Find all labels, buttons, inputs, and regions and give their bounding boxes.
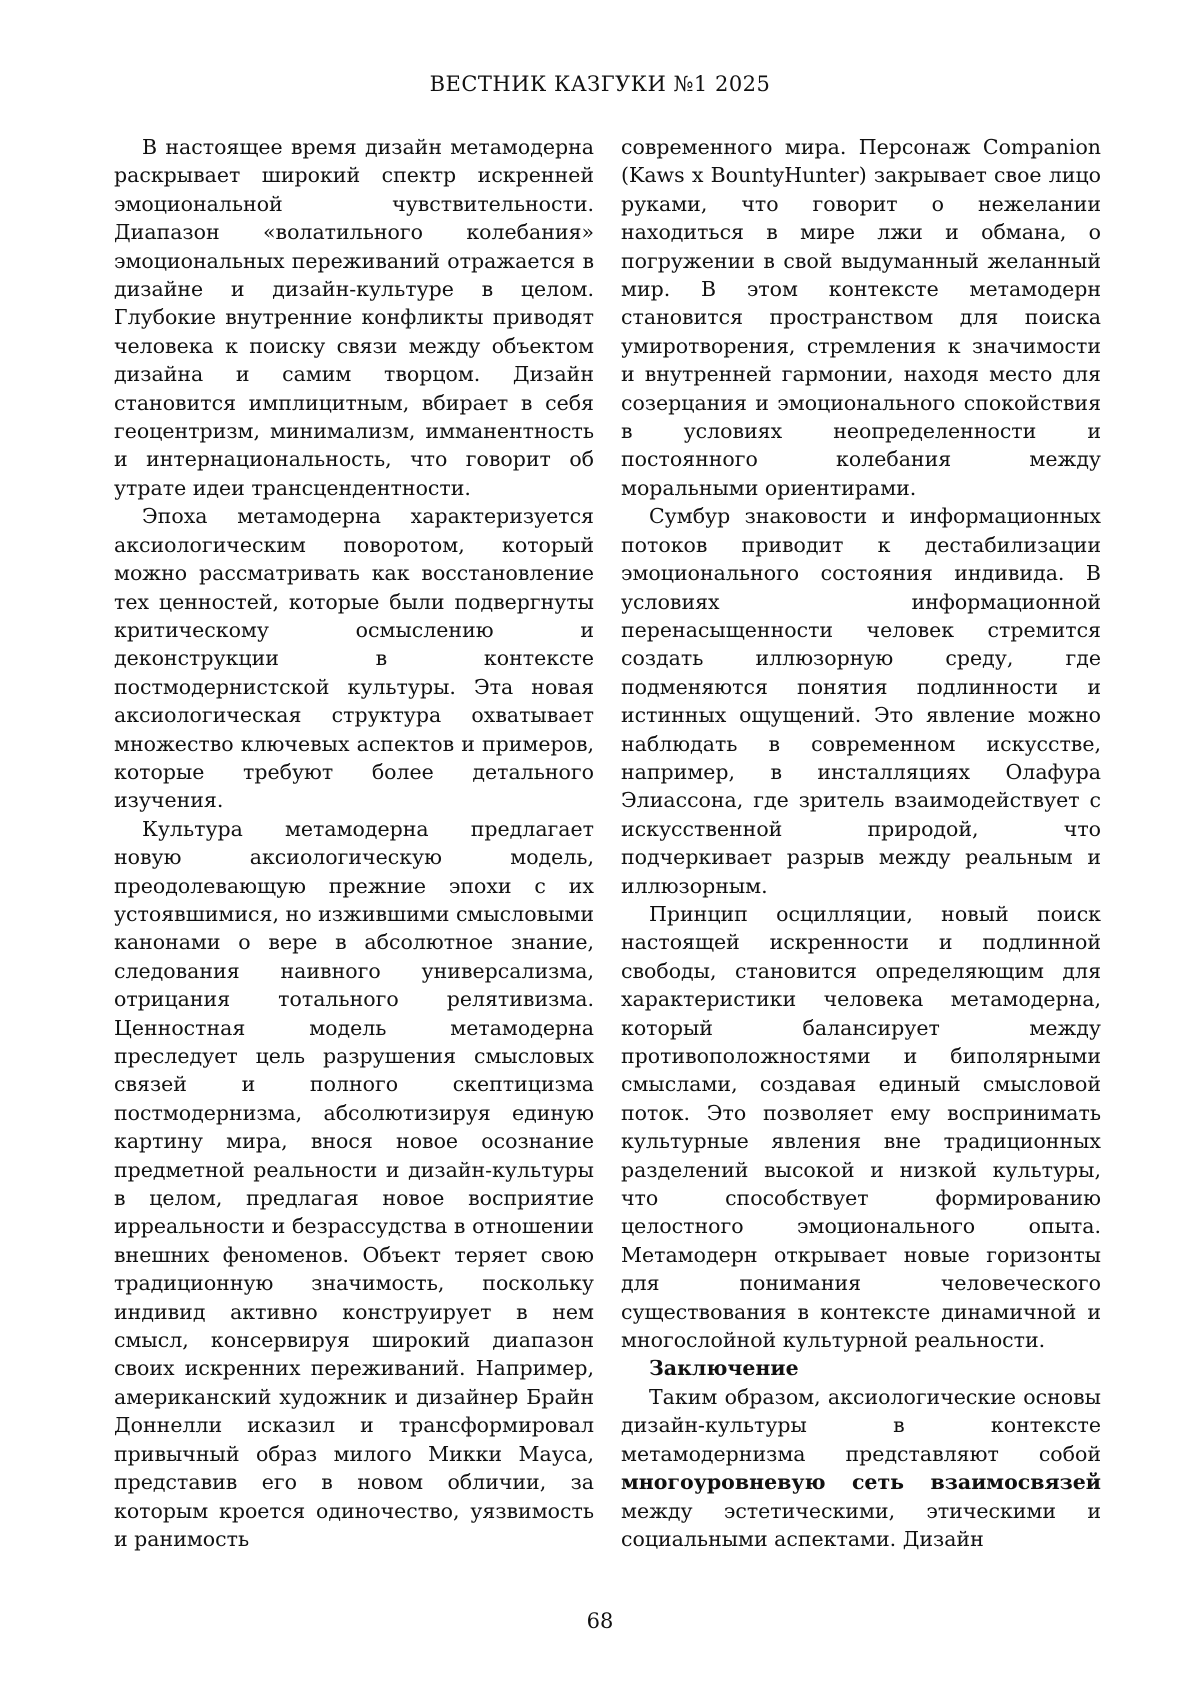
bold-phrase: многоуровневую сеть взаимосвязей (621, 1470, 1101, 1495)
paragraph: В настоящее время дизайн метамодерна раскрывает широкий спектр искренней эмоциональной чувствительности. Диапазон «волатильного колебания» эмоциональных переживаний отражается в дизайне и дизайн-культуре в целом. Глубокие внутренние конфликты приводят человека к поиску связи между объектом дизайна и самим творцом. Дизайн становится имплицитным, вбирает в себя геоцентризм, минимализм, имманентность и интернациональность, что говорит об утрате идеи трансцендентности. (114, 135, 594, 500)
paragraph (621, 1383, 1101, 1553)
paragraph: Культура метамодерна предлагает новую аксиологическую модель, преодолевающую прежние эпохи с их устоявшимися, но изжившими смысловыми канонами о вере в абсолютное знание, следования наивного универсализма, отрицания тотального релятивизма. Ценностная модель метамодерна преследует цель разрушения смысловых связей и полного скептицизма постмодернизма, абсолютизируя единую картину мира, внося новое осознание предметной реальности и дизайн-культуры в целом, предлагая новое восприятие ирреальности и безрассудства в отношении внешних феноменов. Объект теряет свою традиционную значимость, поскольку индивид активно конструирует в нем смысл, консервируя широкий диапазон своих искренних переживаний. Например, американский художник и дизайнер Брайн Доннелли исказил и трансформировал привычный образ милого Микки Мауса, представив его в новом обличии, за которым кроется одиночество, уязвимость и ранимость (114, 816, 594, 1551)
paragraph: Сумбур знаковости и информационных потоков приводит к дестабилизации эмоционального состояния индивида. В условиях информационной перенасыщенности человек стремится создать иллюзорную среду, где подменяются понятия подлинности и истинных ощущений. Это явление можно наблюдать в современном искусстве, например, в инсталляциях Олафура Элиассона, где зритель взаимодействует с искусственной природой, что подчеркивает разрыв между реальным и иллюзорным. (621, 504, 1101, 898)
text-run: Таким образом, аксиологические основы дизайн-культуры в контексте метамодернизма представляют собой (621, 1384, 1101, 1466)
section-heading: Заключение (649, 1356, 799, 1381)
right-column (621, 133, 1101, 1553)
page-number: 68 (586, 1609, 614, 1633)
text-run: между эстетическими, этическими и социальными аспектами. Дизайн (621, 1498, 1101, 1551)
paragraph: Эпоха метамодерна характеризуется аксиологическим поворотом, который можно рассматривать как восстановление тех ценностей, которые были подвергнуты критическому осмыслению и деконструкции в контексте постмодернистской культуры. Эта новая аксиологическая структура охватывает множество ключевых аспектов и примеров, которые требуют более детального изучения. (114, 504, 594, 813)
left-column (114, 133, 594, 1553)
running-header: ВЕСТНИК КАЗГУКИ №1 2025 (429, 72, 771, 96)
paragraph: Принцип осцилляции, новый поиск настоящей искренности и подлинной свободы, становится определяющим для характеристики человека метамодерна, который балансирует между противоположностями и биполярными смыслами, создавая единый смысловой поток. Это позволяет ему воспринимать культурные явления вне традиционных разделений высокой и низкой культуры, что способствует формированию целостного эмоционального опыта. Метамодерн открывает новые горизонты для понимания человеческого существования в контексте динамичной и многослойной культурной реальности. (621, 901, 1101, 1353)
paragraph-continuation: современного мира. Персонаж Companion (Kaws x BountyHunter) закрывает свое лицо руками, что говорит о нежелании находиться в мире лжи и обмана, о погружении в свой выдуманный желанный мир. В этом контексте метамодерн становится пространством для поиска умиротворения, стремления к значимости и внутренней гармонии, находя место для созерцания и эмоционального спокойствия в условиях неопределенности и постоянного колебания между моральными ориентирами. (621, 135, 1101, 500)
